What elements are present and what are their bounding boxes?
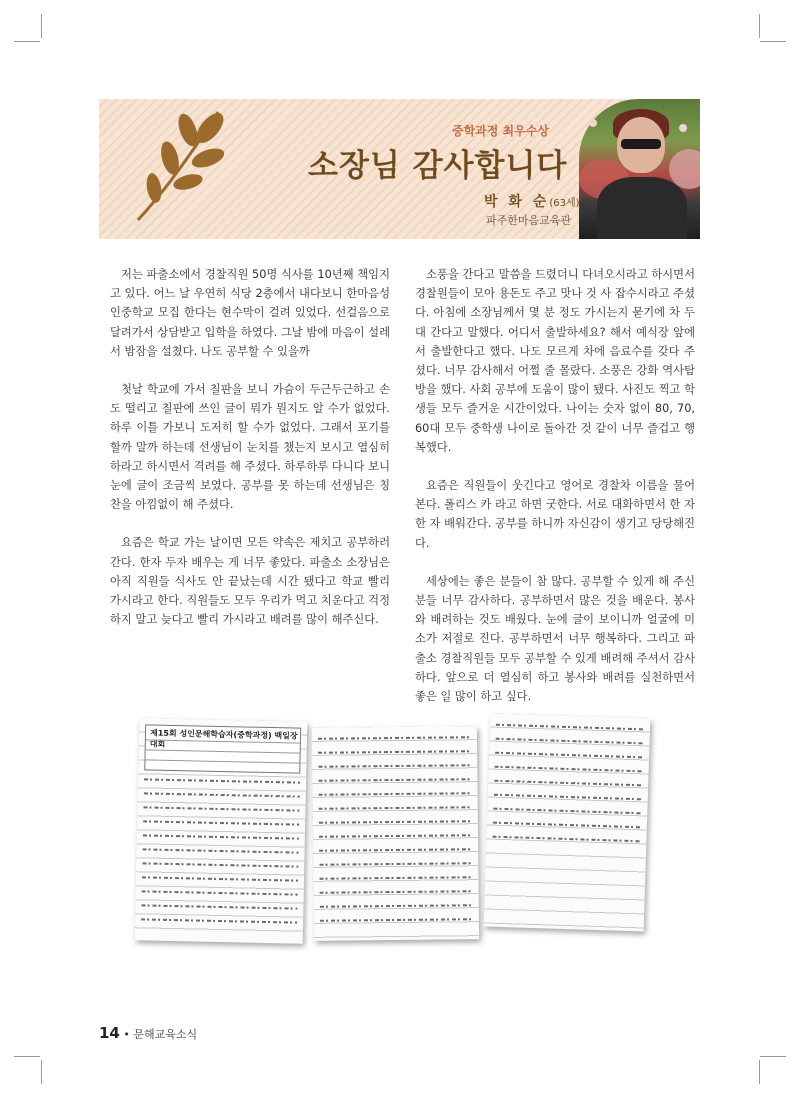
manuscript-page-2 [312,726,479,941]
author-photo [579,99,700,239]
article-title: 소장님 감사합니다 [308,148,568,184]
page-footer [99,1024,197,1042]
paragraph: 첫날 학교에 가서 칠판을 보니 가슴이 두근두근하고 손도 떨리고 칠판에 쓰인 글이 뭐가 뭔지도 알 수가 없었다. 하루 이틀 가보니 도저히 할 수가 없었다. 그래서 포기를 할까 말까 하는데 선생님이 눈치를 챘는지 보시고 열심히 하라고 하시면서 격려를 해 주셨다. 하루하루 다니다 보니 눈에 글이 조금씩 보였다. 공부를 못 하는데 선생님은 칭찬을 아낌없이 해 주셨다. [110,383,390,512]
paragraph: 소풍을 간다고 말씀을 드렸더니 다녀오시라고 하시면서 경찰원들이 모아 용돈도 주고 맛나 것 사 잡수시라고 주셨다. 아침에 소장님께서 몇 분 정도 가시는지 묻기에 차 두 대 간다고 말했다. 어디서 출발하세요? 해서 예식장 앞에서 출발한다고 했다. 나도 모르게 차에 음료수를 갖다 주셨다. 너무 감사해서 어쩔 줄 몰랐다. 소풍은 강화 역사탐방을 했다. 사회 공부에 도움이 많이 됐다. 사진도 찍고 학생들 모두 즐거운 시간이었다. 나이는 숫자 없이 80, 70, 60대 모두 중학생 나이로 돌아간 것 같이 너무 즐겁고 행복했다. [415,268,695,454]
paragraph: 요즘은 학교 가는 날이면 모든 약속은 제치고 공부하러 간다. 한자 두자 배우는 게 너무 좋았다. 파출소 소장님은 아직 직원들 식사도 안 끝났는데 시간 됐다고 학교 빨리 가시라고 한다. 직원들도 모두 우리가 먹고 치운다고 걱정하지 말고 늦다고 빨리 가시라고 배려를 많이 해주신다. [110,536,390,627]
manuscript-page-3 [484,714,651,932]
article-column-left [110,265,390,648]
paragraph: 요즘은 직원들이 웃긴다고 영어로 경찰차 이름을 물어본다. 폴리스 카 라고 하면 굿한다. 서로 대화하면서 한 자 한 자 배워간다. 공부를 하니까 자신감이 생기고 당당해진다. [415,479,695,550]
crop-mark [760,1056,786,1057]
crop-mark [760,41,786,42]
author-name: 박 화 순(63세) [484,194,580,210]
manuscript-page-1 [135,718,308,943]
crop-mark [759,1060,760,1084]
award-category: 중학과정 최우수상 [452,124,549,138]
crop-mark [14,1056,40,1057]
crop-mark [41,14,42,38]
crop-mark [14,41,40,42]
leaf-branch-icon [130,100,250,230]
paragraph: 세상에는 좋은 분들이 참 많다. 공부할 수 있게 해 주신 분들 너무 감사하다. 공부하면서 많은 것을 배운다. 봉사와 배려하는 것도 배웠다. 눈에 글이 보이니까 얼굴에 미소가 저절로 진다. 공부하면서 너무 행복하다. 그리고 파출소 경찰직원들 모두 공부할 수 있게 배려해 주셔서 감사하다. 앞으로 더 열심히 하고 봉사와 배려를 실천하면서 좋은 일 많이 하고 싶다. [415,574,695,704]
page-number: 14 [99,1024,120,1042]
author-age: (63세) [549,198,580,209]
article-column-right [415,265,695,725]
footer-separator: • [123,1028,130,1041]
crop-mark [41,1060,42,1084]
publication-name: 문해교육소식 [133,1028,198,1041]
manuscript-form-header [144,724,301,773]
manuscript-form-title: 제15회 성인문해학습자(중학과정) 백일장 대회 [149,728,298,749]
crop-mark [759,14,760,38]
author-organization: 파주한마음교육관 [486,214,572,227]
paragraph: 저는 파출소에서 경찰직원 50명 식사를 10년째 책임지고 있다. 어느 날 우연히 식당 2층에서 내다보니 한마음성인중학교 모집 한다는 현수막이 걸려 있었다. 선걸음으로 달려가서 상담받고 입학을 하였다. 그날 밤에 마음이 설레서 밤잠을 설쳤다. 나도 공부할 수 있을까 [110,268,390,358]
